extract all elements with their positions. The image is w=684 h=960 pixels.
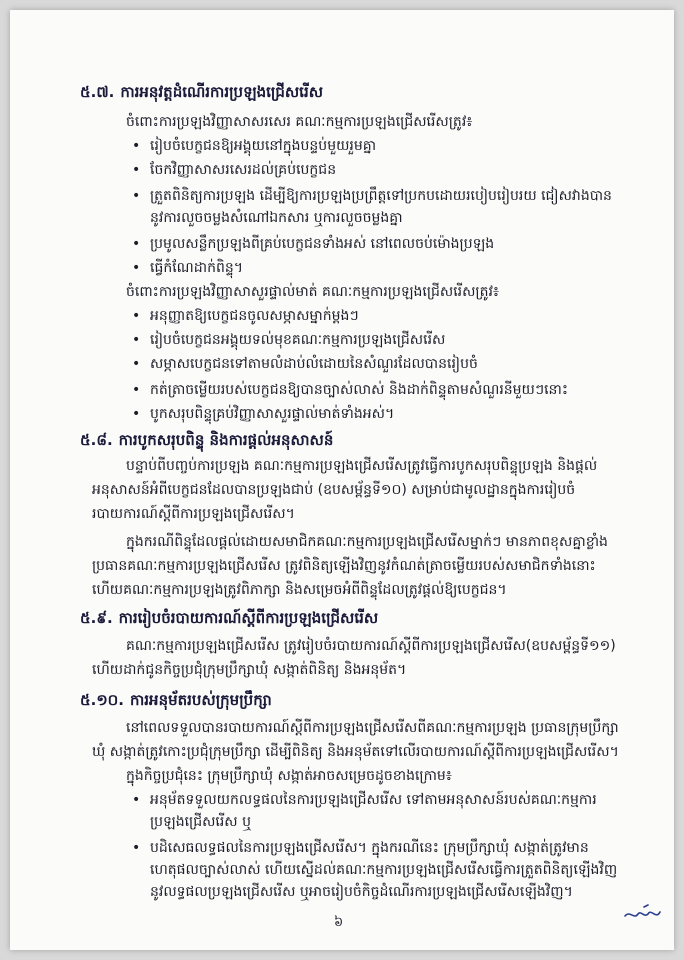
bullet-icon: • [132,162,141,178]
list-item: អនុញ្ញាតឱ្យបេក្ខជនចូលសម្ភាសម្នាក់ម្តងៗ [150,308,359,324]
section-heading-5-8: ៥.៨. ការបូកសរុបពិន្ទុ និងការផ្តល់អនុសាសន៍ [80,431,334,449]
intro-written: ចំពោះការប្រឡងវិញ្ញាសាសរសេរ គណៈកម្មការប្រឡងជ្រើសរើសត្រូវ៖ [126,114,473,130]
document-page [10,10,674,950]
list-item: ប្រមូលសន្លឹកប្រឡងពីគ្រប់បេក្ខជនទាំងអស់ នៅពេលចប់ម៉ោងប្រឡង [150,236,495,252]
paragraph-line: បន្ទាប់ពីបញ្ចប់ការប្រឡង គណៈកម្មការប្រឡងជ្រើសរើសត្រូវធ្វើការបូកសរុបពិន្ទុប្រឡង និងផ្តល់ [126,458,598,474]
section-heading-5-7: ៥.៧. ការអនុវត្តដំណើរការប្រឡងជ្រើសរើស [80,83,323,101]
bullet-icon: • [132,260,141,276]
list-item: ត្រួតពិនិត្យការប្រឡង ដើម្បីឱ្យការប្រឡងប្រព្រឹត្តទៅប្រកបដោយរបៀបរៀបរយ ជៀសវាងបាន [150,188,612,204]
bullet-icon: • [132,236,141,252]
bullet-icon: • [132,138,141,154]
list-item: រៀបចំបេក្ខជនអង្គុយទល់មុខគណៈកម្មការប្រឡងជ្រើសរើស [150,332,446,348]
paragraph-line: របាយការណ៍ស្តីពីការប្រឡងជ្រើសរើស។ [92,506,295,522]
paragraph-line: ប្រធានគណៈកម្មការប្រឡងជ្រើសរើស ត្រូវពិនិត្យឡើងវិញនូវកំណត់ត្រាចម្លើយរបស់សមាជិកទាំងនោះ [92,558,596,574]
bullet-icon: • [132,188,141,204]
list-item-continued: ហេតុផលច្បាស់លាស់ ហើយស្នើដល់គណៈកម្មការប្រឡងជ្រើសរើសធ្វើការត្រួតពិនិត្យឡើងវិញ [150,862,618,878]
paragraph-line: នៅពេលទទួលបានរបាយការណ៍ស្តីពីការប្រឡងជ្រើសរើសពីគណៈកម្មការប្រឡង ប្រធានក្រុមប្រឹក្សា [126,720,619,736]
paragraph-line: ហើយគណៈកម្មការប្រឡងត្រូវពិភាក្សា និងសម្រេចអំពីពិន្ទុដែលត្រូវផ្តល់ឱ្យបេក្ខជន។ [92,582,507,598]
paragraph-line: ឃុំ សង្កាត់ត្រូវកោះប្រជុំក្រុមប្រឹក្សា ដើម្បីពិនិត្យ និងអនុម័តទៅលើរបាយការណ៍ស្តីពីការប្រឡងជ្រើសរើស។ [92,744,619,760]
list-item-continued: នូវលទ្ធផលប្រឡងជ្រើសរើស ឬអាចរៀបចំកិច្ចដំណើរការប្រឡងជ្រើសរើសឡើងវិញ។ [150,884,573,900]
list-item: បូកសរុបពិន្ទុគ្រប់វិញ្ញាសាសួរផ្ទាល់មាត់ទាំងអស់។ [150,406,395,422]
list-item: សម្ភាសបេក្ខជនទៅតាមលំដាប់លំដោយនៃសំណួរដែលបានរៀបចំ [150,356,478,372]
list-item: ចែកវិញ្ញាសាសរសេរដល់គ្រប់បេក្ខជន [150,162,337,178]
bullet-icon: • [132,792,141,808]
list-item-continued: ប្រឡងជ្រើសរើស ឬ [150,814,251,830]
list-item: ធ្វើកំណែដាក់ពិន្ទុ។ [150,260,243,276]
section-heading-5-10: ៥.១០. ការអនុម័តរបស់ក្រុមប្រឹក្សា [80,691,272,709]
paragraph-line: ហើយដាក់ជូនកិច្ចប្រជុំក្រុមប្រឹក្សាឃុំ សង្កាត់ពិនិត្យ និងអនុម័ត។ [92,662,407,678]
paragraph-line: អនុសាសន៍អំពីបេក្ខជនដែលបានប្រឡងជាប់ (ឧបសម្ព័ន្ធទី១០) សម្រាប់ជាមូលដ្ឋានក្នុងការរៀបចំ [92,482,576,498]
bullet-icon: • [132,382,141,398]
intro-oral: ចំពោះការប្រឡងវិញ្ញាសាសួរផ្ទាល់មាត់ គណៈកម្មការប្រឡងជ្រើសរើសត្រូវ៖ [126,284,500,300]
section-heading-5-9: ៥.៩. ការរៀបចំរបាយការណ៍ស្តីពីការប្រឡងជ្រើសរើស [80,609,379,627]
paragraph-line: គណៈកម្មការប្រឡងជ្រើសរើស ត្រូវរៀបចំរបាយការណ៍ស្តីពីការប្រឡងជ្រើសរើស(ឧបសម្ព័ន្ធទី១១) [126,638,616,654]
initials-signature-icon [622,902,666,924]
paragraph-line: ក្នុងកិច្ចប្រជុំនេះ ក្រុមប្រឹក្សាឃុំ សង្កាត់អាចសម្រេចដូចខាងក្រោម៖ [126,768,452,784]
bullet-icon: • [132,356,141,372]
list-item: អនុម័តទទួលយកលទ្ធផលនៃការប្រឡងជ្រើសរើស ទៅតាមអនុសាសន៍របស់គណៈកម្មការ [150,792,597,808]
list-item-continued: នូវការលួចចម្លងសំណៅឯកសារ ឬការលួចចម្លងគ្នា [150,210,403,226]
bullet-icon: • [132,840,141,856]
bullet-icon: • [132,308,141,324]
paragraph-line: ក្នុងករណីពិន្ទុដែលផ្តល់ដោយសមាជិកគណៈកម្មការប្រឡងជ្រើសរើសម្នាក់ៗ មានភាពខុសគ្នាខ្លាំង [126,534,608,550]
list-item: រៀបចំបេក្ខជនឱ្យអង្គុយនៅក្នុងបន្ទប់មួយរួមគ្នា [150,138,377,154]
bullet-icon: • [132,406,141,422]
list-item: កត់ត្រាចម្លើយរបស់បេក្ខជនឱ្យបានច្បាស់លាស់ និងដាក់ពិន្ទុតាមសំណួរនីមួយៗនោះ [150,382,569,398]
page-number: ៦ [334,915,344,930]
bullet-icon: • [132,332,141,348]
list-item: បដិសេធលទ្ធផលនៃការប្រឡងជ្រើសរើស។ ក្នុងករណីនេះ ក្រុមប្រឹក្សាឃុំ សង្កាត់ត្រូវមាន [150,840,589,856]
